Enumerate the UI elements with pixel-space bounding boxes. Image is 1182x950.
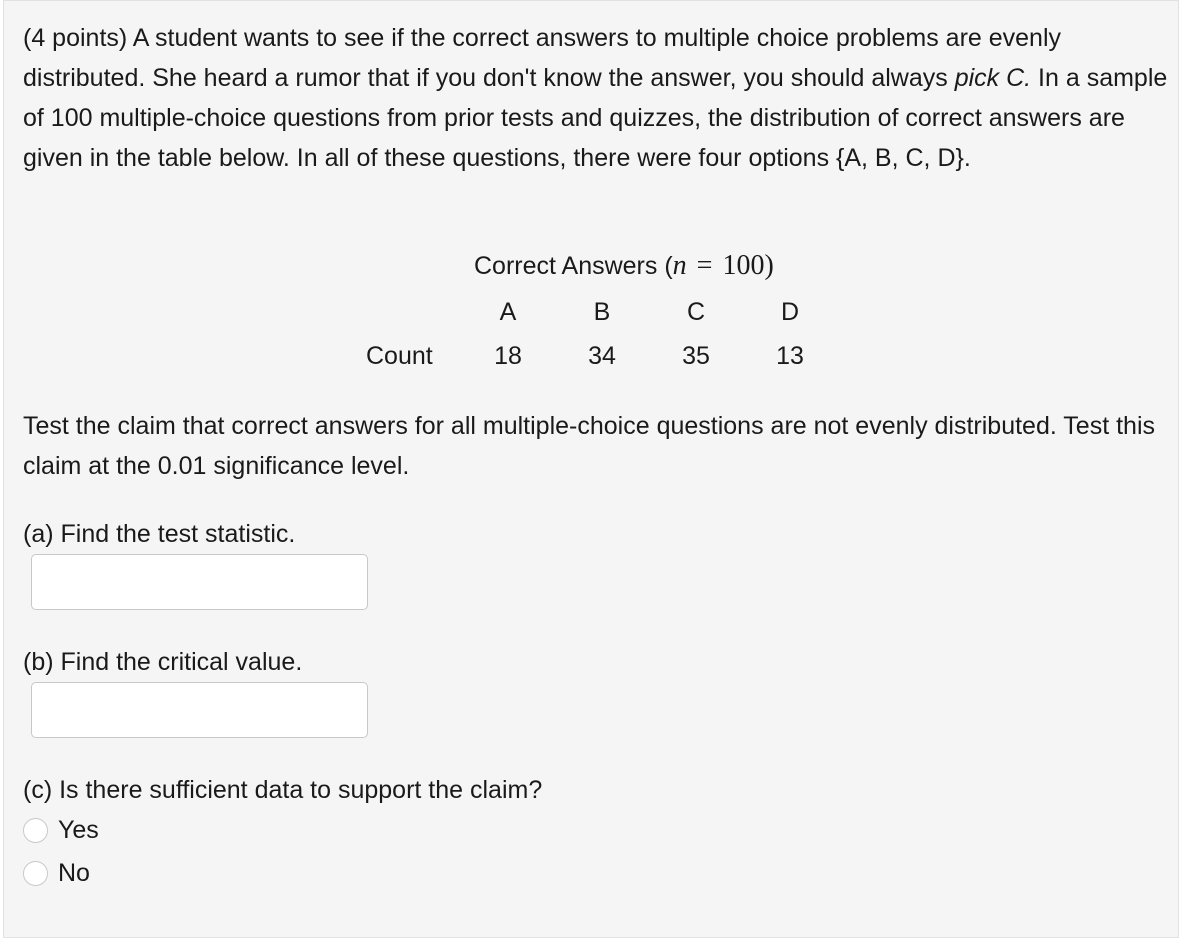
claim-text: Test the claim that correct answers for all multiple-choice questions are not evenly distributed. Test this claim at the 0.01 significance level. [23,412,1156,480]
part-a-label: (a) Find the test statistic. [23,520,296,548]
table-count-c: 35 [682,342,710,370]
caption-text: Correct Answers ( [474,252,673,280]
radio-yes-circle[interactable] [23,818,48,843]
part-c-label: (c) Is there sufficient data to support the claim? [23,776,543,804]
table-count-d: 13 [776,342,804,370]
table-header-b: B [593,298,611,326]
table-caption [474,251,774,281]
question-intro [23,18,1173,178]
intro-suffix: In a sample of 100 multiple-choice questions from prior tests and quizzes, the distribution of correct answers are given in the table below. In all of these questions, there were four options {A, B, C, D}. [23,64,1168,172]
test-statistic-input[interactable] [31,554,368,610]
table-count-a: 18 [494,342,522,370]
table-header-c: C [686,298,706,326]
radio-option-no[interactable] [23,856,90,890]
intro-prefix: (4 points) A student wants to see if the correct answers to multiple choice problems are evenly distributed. She heard a rumor that if you don't know the answer, you should always [23,24,1062,92]
table-count-b: 34 [588,342,616,370]
radio-no-label: No [58,859,90,887]
question-card [3,0,1179,938]
table-header-a: A [499,298,517,326]
part-b-label: (b) Find the critical value. [23,648,303,676]
radio-no-circle[interactable] [23,861,48,886]
table-row-label: Count [366,342,433,370]
intro-emphasis: pick C. [954,64,1032,92]
table-header-d: D [780,298,800,326]
radio-option-yes[interactable] [23,813,99,847]
answer-distribution-table [4,247,1180,377]
caption-equals: = [696,250,713,281]
critical-value-input[interactable] [31,682,368,738]
caption-value: 100) [722,250,774,281]
caption-variable: n [672,250,687,281]
radio-yes-label: Yes [58,816,99,844]
